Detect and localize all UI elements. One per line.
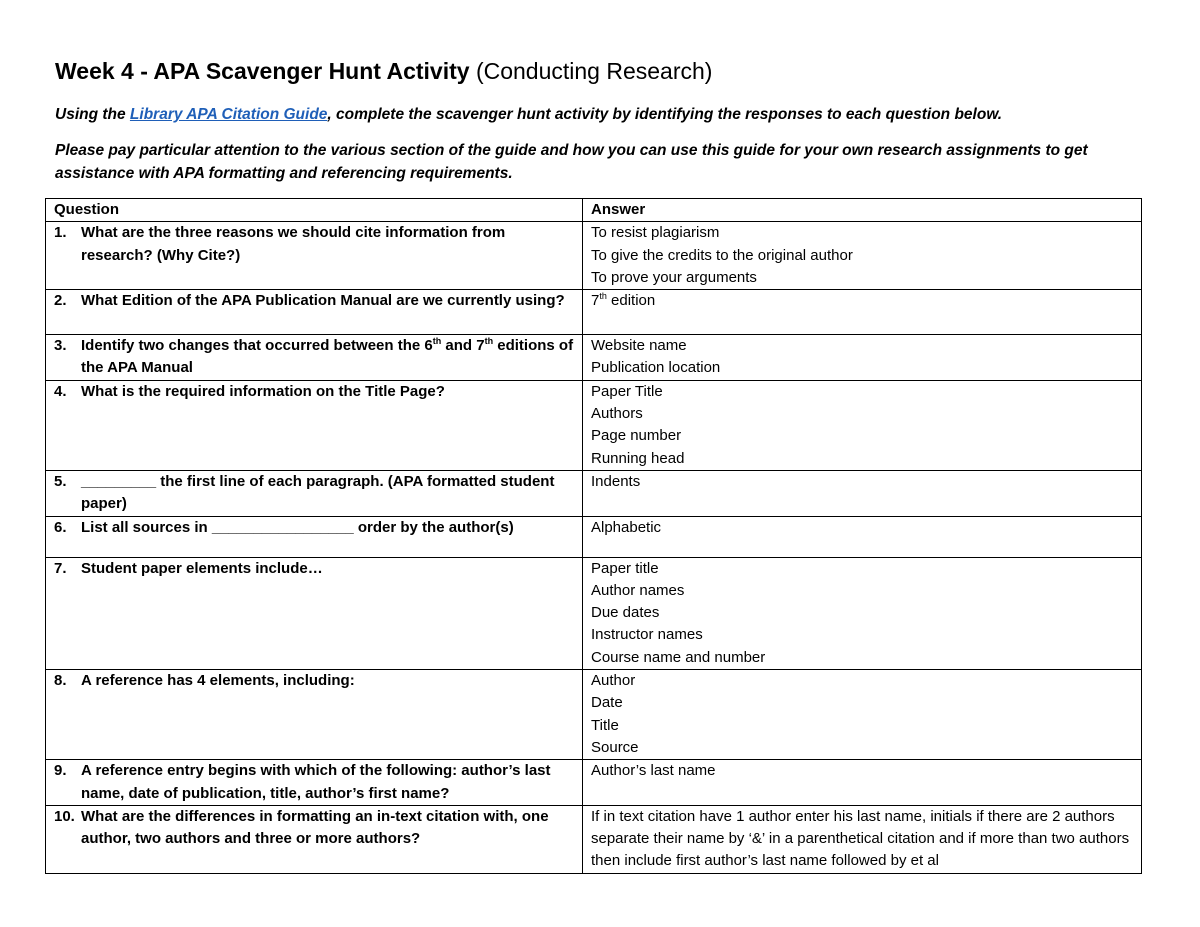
table-row [46, 380, 1142, 470]
answer-cell [583, 557, 1142, 669]
answer-cell [583, 516, 1142, 557]
question-number: 5. [54, 472, 67, 490]
question-number: 2. [54, 292, 67, 310]
question-cell [46, 670, 583, 760]
question-cell [46, 222, 583, 290]
table-row [46, 470, 1142, 516]
answer-line: Author names [591, 581, 685, 599]
question-cell [46, 516, 583, 557]
table-row [46, 670, 1142, 760]
answer-line: To prove your arguments [591, 268, 757, 286]
question-number: 7. [54, 559, 67, 577]
question-text: List all sources in _________________ order by the author(s) [81, 518, 514, 536]
table-row [46, 516, 1142, 557]
answer-line: If in text citation have 1 author enter his last name, initials if there are 2 authors separate their name by ‘&’ in a parenthetical citation and if more than two authors then include first author’s last name followed by et al [591, 807, 1130, 870]
answer-cell [583, 470, 1142, 516]
answer-line: Due dates [591, 604, 660, 622]
answer-cell [583, 335, 1142, 381]
question-number: 10. [54, 807, 75, 825]
answer-line: To resist plagiarism [591, 224, 720, 242]
question-text: What is the required information on the Title Page? [81, 382, 445, 400]
intro-prefix: Using the [55, 106, 130, 123]
question-cell [46, 290, 583, 335]
intro-suffix: , complete the scavenger hunt activity by identifying the responses to each question below. [327, 106, 1003, 123]
question-number: 8. [54, 672, 67, 690]
table-row [46, 335, 1142, 381]
answer-line: Alphabetic [591, 518, 662, 536]
answer-line: Title [591, 716, 619, 734]
page-title [55, 58, 712, 85]
answer-line: Website name [591, 337, 687, 355]
answer-line: Author’s last name [591, 762, 716, 780]
answer-line: Source [591, 738, 639, 756]
question-number: 4. [54, 382, 67, 400]
table-row [46, 760, 1142, 806]
table-row [46, 222, 1142, 290]
answer-line: 7th edition [591, 291, 656, 310]
column-header-answer: Answer [583, 199, 1142, 222]
question-cell [46, 805, 583, 873]
column-header-question: Question [46, 199, 583, 222]
table-row [46, 290, 1142, 335]
question-text: What Edition of the APA Publication Manual are we currently using? [81, 292, 565, 310]
answer-cell [583, 805, 1142, 873]
answer-line: Authors [591, 405, 643, 423]
answer-line: To give the credits to the original author [591, 246, 853, 264]
question-number: 9. [54, 762, 67, 780]
question-text: _________ the first line of each paragraph. (APA formatted student paper) [81, 472, 555, 513]
answer-cell [583, 670, 1142, 760]
scavenger-hunt-table [45, 198, 1142, 874]
answer-line: Instructor names [591, 626, 703, 644]
answer-line: Author [591, 672, 636, 690]
answer-line: Course name and number [591, 648, 766, 666]
question-cell [46, 760, 583, 806]
answer-cell [583, 222, 1142, 290]
answer-line: Running head [591, 449, 685, 467]
answer-cell [583, 380, 1142, 470]
table-row [46, 805, 1142, 873]
answer-line: Date [591, 694, 623, 712]
note-paragraph: Please pay particular attention to the various section of the guide and how you can use this guide for your own research assignments to get assistance with APA formatting and referencing requirements. [55, 142, 1088, 182]
answer-line: Page number [591, 427, 682, 445]
answer-cell [583, 290, 1142, 335]
table-row [46, 557, 1142, 669]
question-text: A reference entry begins with which of the following: author’s last name, date of publication, title, author’s first name? [81, 762, 551, 802]
answer-line: Paper title [591, 559, 659, 577]
answer-cell [583, 760, 1142, 806]
question-text: What are the three reasons we should cite information from research? (Why Cite?) [81, 224, 506, 264]
question-text: Student paper elements include… [81, 559, 323, 577]
question-number: 6. [54, 518, 67, 536]
page-title-subtitle: (Conducting Research) [475, 58, 713, 84]
question-number: 1. [54, 224, 67, 242]
question-cell [46, 335, 583, 381]
question-cell [46, 380, 583, 470]
question-number: 3. [54, 337, 67, 355]
question-text: Identify two changes that occurred between the 6th and 7th editions of the APA Manual [81, 336, 574, 377]
question-text: A reference has 4 elements, including: [81, 672, 355, 690]
question-text: What are the differences in formatting an in-text citation with, one author, two authors and three or more authors? [81, 807, 549, 848]
question-cell [46, 470, 583, 516]
question-cell [46, 557, 583, 669]
answer-line: Paper Title [591, 382, 663, 400]
answer-line: Indents [591, 472, 641, 490]
answer-line: Publication location [591, 359, 721, 377]
page-title-main: Week 4 - APA Scavenger Hunt Activity [55, 58, 470, 84]
intro-paragraph [55, 103, 1145, 126]
library-guide-link[interactable]: Library APA Citation Guide [129, 106, 328, 123]
table-header-row [46, 199, 1142, 222]
